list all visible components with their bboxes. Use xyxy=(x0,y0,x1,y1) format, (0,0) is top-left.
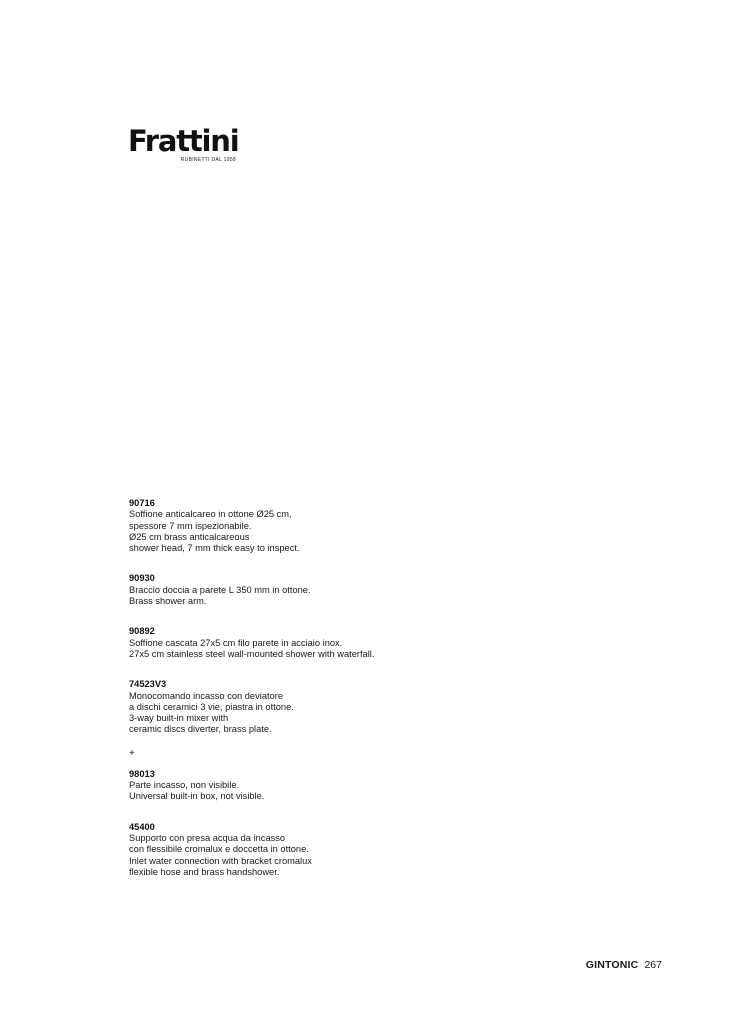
product-item xyxy=(129,822,549,878)
product-list xyxy=(129,498,549,878)
product-description-line: Braccio doccia a parete L 350 mm in ottone. xyxy=(129,584,311,595)
product-description-line: spessore 7 mm ispezionabile. xyxy=(129,520,252,531)
brand-tagline: RUBINETTI DAL 1958 xyxy=(180,157,236,163)
collection-name: GINTONIC xyxy=(585,959,639,971)
product-item xyxy=(129,626,549,660)
product-code: 90892 xyxy=(129,626,155,637)
product-description-line: Brass shower arm. xyxy=(129,596,207,607)
product-code: 74523V3 xyxy=(129,679,167,690)
product-description-line: Inlet water connection with bracket cromalux xyxy=(129,855,312,866)
product-item xyxy=(129,498,549,554)
product-description-line: a dischi ceramici 3 vie, piastra in ottone. xyxy=(129,701,294,712)
product-description-line: Soffione cascata 27x5 cm filo parete in acciaio inox. xyxy=(129,637,343,648)
product-code: 98013 xyxy=(129,768,155,779)
product-description-line: ceramic discs diverter, brass plate. xyxy=(129,724,272,735)
product-code: 90930 xyxy=(129,573,155,584)
product-description-line: 27x5 cm stainless steel wall-mounted shower with waterfall. xyxy=(129,648,375,659)
page-number: 267 xyxy=(644,959,662,971)
product-code: 90716 xyxy=(129,498,155,508)
product-item xyxy=(129,769,549,803)
product-description-line: Monocomando incasso con deviatore xyxy=(129,690,284,701)
brand-name: Frattini xyxy=(128,124,239,158)
product-description-line: Supporto con presa acqua da incasso xyxy=(129,832,286,843)
product-description-line: Ø25 cm brass anticalcareous xyxy=(129,531,250,542)
product-item xyxy=(129,679,549,735)
combine-symbol: + xyxy=(129,747,135,759)
page-footer xyxy=(586,958,662,972)
product-description-line: con flessibile cromalux e doccetta in ottone. xyxy=(129,844,309,855)
brand-logo xyxy=(128,124,240,163)
product-description-line: flexible hose and brass handshower. xyxy=(129,866,280,877)
product-description-line: Parte incasso, non visibile. xyxy=(129,780,240,791)
product-description-line: shower head, 7 mm thick easy to inspect. xyxy=(129,543,300,554)
product-description-line: Soffione anticalcareo in ottone Ø25 cm, xyxy=(129,509,292,520)
product-description-line: Universal built-in box, not visible. xyxy=(129,791,265,802)
product-code: 45400 xyxy=(129,821,155,832)
product-item xyxy=(129,573,549,607)
product-description-line: 3-way built-in mixer with xyxy=(129,713,229,724)
